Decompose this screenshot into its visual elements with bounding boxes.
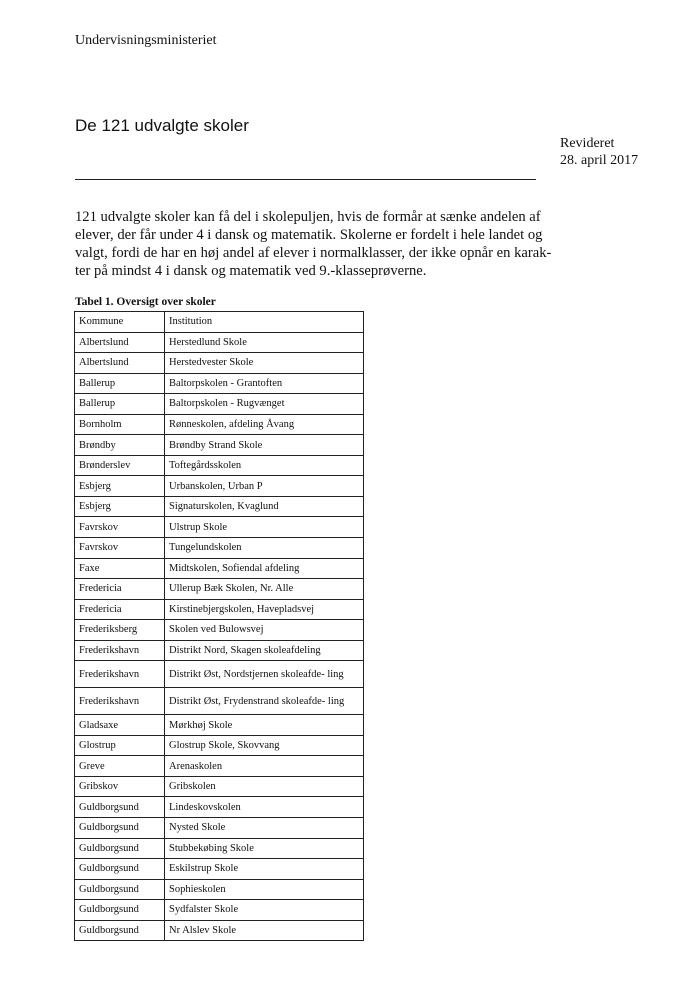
page-title: De 121 udvalgte skoler: [75, 116, 249, 135]
cell-kommune: Albertslund: [75, 353, 165, 374]
table-row: [75, 558, 364, 579]
table-row: [75, 599, 364, 620]
cell-kommune: Ballerup: [75, 394, 165, 415]
table-row: [75, 579, 364, 600]
cell-kommune: Frederikshavn: [75, 688, 165, 715]
cell-kommune: Gribskov: [75, 776, 165, 797]
revision-date: 28. april 2017: [560, 153, 639, 168]
cell-institution: Ulstrup Skole: [165, 517, 364, 538]
column-header-institution: Institution: [165, 312, 364, 333]
cell-institution: Stubbekøbing Skole: [165, 838, 364, 859]
cell-institution: Arenaskolen: [165, 756, 364, 777]
table-row: [75, 496, 364, 517]
cell-institution: Herstedlund Skole: [165, 332, 364, 353]
cell-kommune: Esbjerg: [75, 496, 165, 517]
table-row: [75, 353, 364, 374]
table-row: [75, 394, 364, 415]
cell-kommune: Faxe: [75, 558, 165, 579]
cell-kommune: Frederiksberg: [75, 620, 165, 641]
table-row: [75, 715, 364, 736]
table-row: [75, 776, 364, 797]
cell-kommune: Guldborgsund: [75, 900, 165, 921]
intro-line: 121 udvalgte skoler kan få del i skolepuljen, hvis de formår at sænke andelen af: [75, 209, 541, 225]
table-row: [75, 455, 364, 476]
cell-institution: Distrikt Øst, Nordstjernen skoleafde- ling: [165, 661, 364, 688]
cell-kommune: Guldborgsund: [75, 879, 165, 900]
cell-kommune: Favrskov: [75, 517, 165, 538]
table-row: [75, 435, 364, 456]
cell-institution: Mørkhøj Skole: [165, 715, 364, 736]
cell-institution: Distrikt Øst, Frydenstrand skoleafde- ling: [165, 688, 364, 715]
table-row: [75, 517, 364, 538]
cell-kommune: Esbjerg: [75, 476, 165, 497]
table-row: [75, 661, 364, 688]
cell-kommune: Guldborgsund: [75, 818, 165, 839]
cell-institution: Brøndby Strand Skole: [165, 435, 364, 456]
cell-institution: Skolen ved Bulowsvej: [165, 620, 364, 641]
cell-institution: Ullerup Bæk Skolen, Nr. Alle: [165, 579, 364, 600]
cell-institution: Lindeskovskolen: [165, 797, 364, 818]
table-header-row: [75, 312, 364, 333]
revision-info: [560, 135, 638, 169]
cell-institution: Gribskolen: [165, 776, 364, 797]
cell-kommune: Ballerup: [75, 373, 165, 394]
cell-kommune: Guldborgsund: [75, 920, 165, 941]
table-row: [75, 476, 364, 497]
cell-kommune: Fredericia: [75, 599, 165, 620]
cell-kommune: Favrskov: [75, 538, 165, 559]
cell-institution: Eskilstrup Skole: [165, 859, 364, 880]
cell-kommune: Frederikshavn: [75, 661, 165, 688]
cell-institution: Glostrup Skole, Skovvang: [165, 735, 364, 756]
cell-kommune: Greve: [75, 756, 165, 777]
table-row: [75, 879, 364, 900]
intro-line: elever, der får under 4 i dansk og matematik. Skolerne er fordelt i hele landet og: [75, 227, 543, 243]
table-row: [75, 920, 364, 941]
cell-kommune: Guldborgsund: [75, 859, 165, 880]
table-row: [75, 373, 364, 394]
table-row: [75, 756, 364, 777]
table-row: [75, 538, 364, 559]
table-row: [75, 818, 364, 839]
cell-kommune: Guldborgsund: [75, 838, 165, 859]
intro-line: ter på mindst 4 i dansk og matematik ved 9.-klasseprøverne.: [75, 263, 427, 279]
cell-kommune: Albertslund: [75, 332, 165, 353]
column-header-kommune: Kommune: [75, 312, 165, 333]
cell-kommune: Fredericia: [75, 579, 165, 600]
table-row: [75, 735, 364, 756]
table-row: [75, 688, 364, 715]
cell-kommune: Guldborgsund: [75, 797, 165, 818]
cell-institution: Kirstinebjergskolen, Havepladsvej: [165, 599, 364, 620]
cell-institution: Herstedvester Skole: [165, 353, 364, 374]
title-divider: [75, 179, 536, 180]
cell-institution: Nr Alslev Skole: [165, 920, 364, 941]
cell-kommune: Frederikshavn: [75, 640, 165, 661]
cell-institution: Baltorpskolen - Rugvænget: [165, 394, 364, 415]
ministry-header: Undervisningsministeriet: [75, 33, 217, 48]
table-body: [75, 332, 364, 941]
cell-institution: Midtskolen, Sofiendal afdeling: [165, 558, 364, 579]
intro-paragraph: [75, 208, 552, 280]
cell-institution: Rønneskolen, afdeling Åvang: [165, 414, 364, 435]
table-row: [75, 797, 364, 818]
cell-institution: Tungelundskolen: [165, 538, 364, 559]
cell-institution: Baltorpskolen - Grantoften: [165, 373, 364, 394]
cell-institution: Distrikt Nord, Skagen skoleafdeling: [165, 640, 364, 661]
table-row: [75, 900, 364, 921]
table-row: [75, 620, 364, 641]
cell-kommune: Glostrup: [75, 735, 165, 756]
cell-institution: Sydfalster Skole: [165, 900, 364, 921]
table-row: [75, 332, 364, 353]
cell-kommune: Gladsaxe: [75, 715, 165, 736]
cell-institution: Sophieskolen: [165, 879, 364, 900]
cell-institution: Urbanskolen, Urban P: [165, 476, 364, 497]
revision-label: Revideret: [560, 136, 615, 151]
table-caption: Tabel 1. Oversigt over skoler: [75, 296, 216, 308]
intro-line: valgt, fordi de har en høj andel af elever i normalklasser, der ikke opnår en karak-: [75, 245, 552, 261]
cell-institution: Toftegårdsskolen: [165, 455, 364, 476]
table-row: [75, 838, 364, 859]
cell-institution: Signaturskolen, Kvaglund: [165, 496, 364, 517]
table-row: [75, 414, 364, 435]
table-row: [75, 859, 364, 880]
cell-kommune: Brøndby: [75, 435, 165, 456]
cell-institution: Nysted Skole: [165, 818, 364, 839]
schools-table: [74, 311, 364, 941]
cell-kommune: Bornholm: [75, 414, 165, 435]
table-row: [75, 640, 364, 661]
cell-kommune: Brønderslev: [75, 455, 165, 476]
